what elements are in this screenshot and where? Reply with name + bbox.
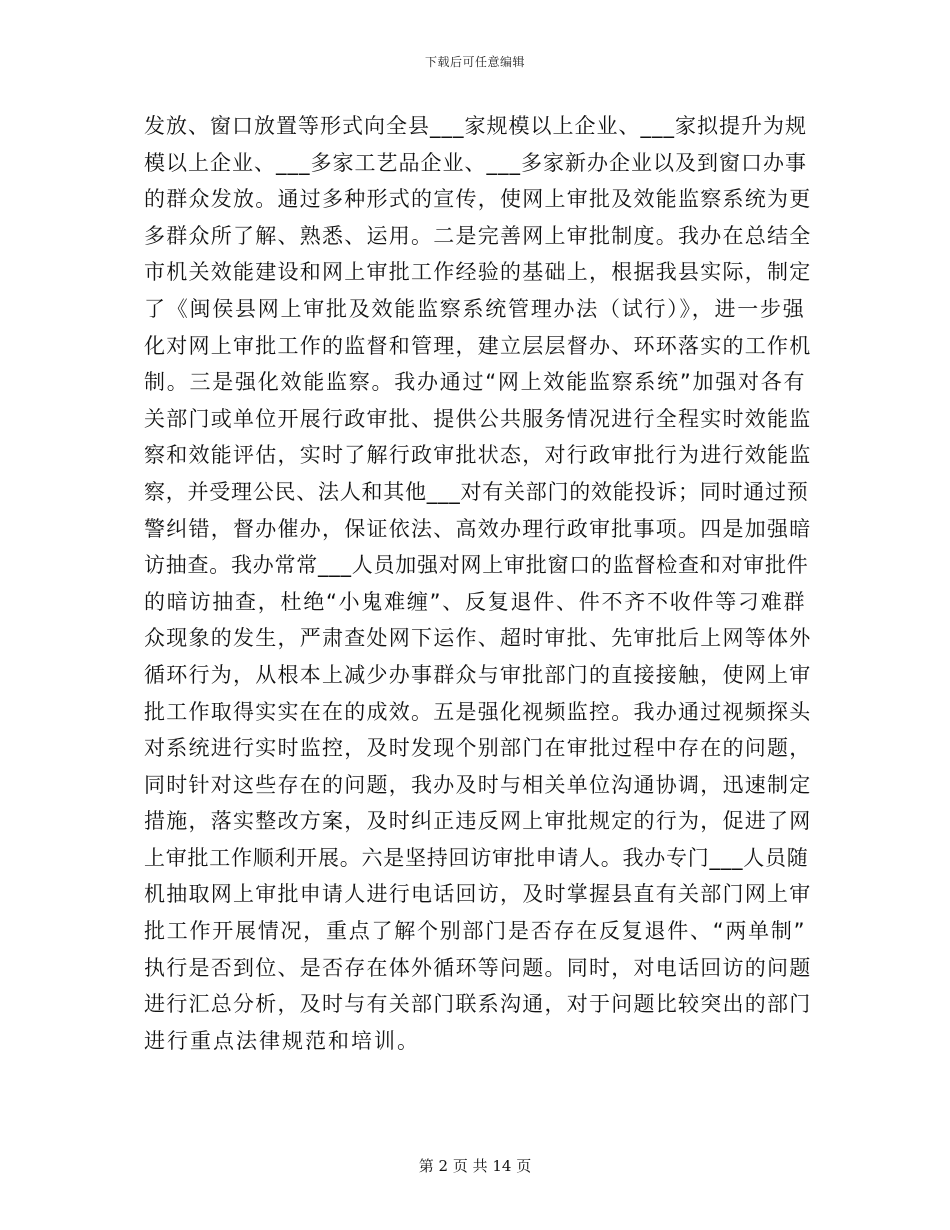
text-line: 了《闽侯县网上审批及效能监察系统管理办法（试行）》，进一步强 bbox=[144, 296, 806, 321]
text-line: 众现象的发生，严肃查处网下运作、超时审批、先审批后上网等体外 bbox=[144, 626, 812, 651]
text-line: 同时针对这些存在的问题，我办及时与相关单位沟通协调，迅速制定 bbox=[144, 772, 812, 797]
body-paragraph bbox=[144, 108, 812, 1059]
text-line: 发放、窗口放置等形式向全县___家规模以上企业、___家拟提升为规 bbox=[144, 114, 807, 138]
header-note: 下载后可任意编辑 bbox=[424, 55, 525, 69]
text-line: 关部门或单位开展行政审批、提供公共服务情况进行全程实时效能监 bbox=[144, 406, 812, 431]
text-line: 上审批工作顺利开展。六是坚持回访审批申请人。我办专门___人员随 bbox=[144, 845, 809, 870]
text-line: 市机关效能建设和网上审批工作经验的基础上，根据我县实际，制定 bbox=[144, 260, 812, 285]
text-line: 访抽查。我办常常___人员加强对网上审批窗口的监督检查和对审批件 bbox=[144, 553, 809, 578]
text-line: 化对网上审批工作的监督和管理，建立层层督办、环环落实的工作机 bbox=[144, 333, 812, 358]
text-line: 对系统进行实时监控，及时发现个别部门在审批过程中存在的问题， bbox=[144, 736, 812, 761]
text-line: 批工作取得实实在在的成效。五是强化视频监控。我办通过视频探头 bbox=[144, 699, 812, 724]
text-line: 警纠错，督办催办，保证依法、高效办理行政审批事项。四是加强暗 bbox=[144, 516, 812, 541]
text-line: 执行是否到位、是否存在体外循环等问题。同时，对电话回访的问题 bbox=[144, 955, 812, 980]
text-line: 察，并受理公民、法人和其他___对有关部门的效能投诉；同时通过预 bbox=[144, 479, 809, 504]
text-line: 的暗访抽查，杜绝“小鬼难缠”、反复退件、件不齐不收件等刁难群 bbox=[144, 589, 807, 614]
page-number: 第 2 页 共 14 页 bbox=[418, 1157, 532, 1175]
text-line: 机抽取网上审批申请人进行电话回访，及时掌握县直有关部门网上审 bbox=[144, 882, 812, 907]
text-line: 进行重点法律规范和培训。 bbox=[144, 1028, 420, 1053]
text-line: 的群众发放。通过多种形式的宣传，使网上审批及效能监察系统为更 bbox=[144, 187, 812, 212]
text-line: 措施，落实整改方案，及时纠正违反网上审批规定的行为，促进了网 bbox=[144, 809, 812, 834]
text-line: 进行汇总分析，及时与有关部门联系沟通，对于问题比较突出的部门 bbox=[144, 992, 812, 1017]
text-line: 循环行为，从根本上减少办事群众与审批部门的直接接触，使网上审 bbox=[144, 662, 812, 687]
text-line: 察和效能评估，实时了解行政审批状态，对行政审批行为进行效能监 bbox=[144, 443, 812, 468]
text-line: 多群众所了解、熟悉、运用。二是完善网上审批制度。我办在总结全 bbox=[144, 223, 812, 248]
text-line: 模以上企业、___多家工艺品企业、___多家新办企业以及到窗口办事 bbox=[144, 150, 807, 175]
text-line: 制。三是强化效能监察。我办通过“网上效能监察系统”加强对各有 bbox=[144, 370, 807, 395]
text-line: 批工作开展情况，重点了解个别部门是否存在反复退件、“两单制” bbox=[144, 919, 807, 944]
